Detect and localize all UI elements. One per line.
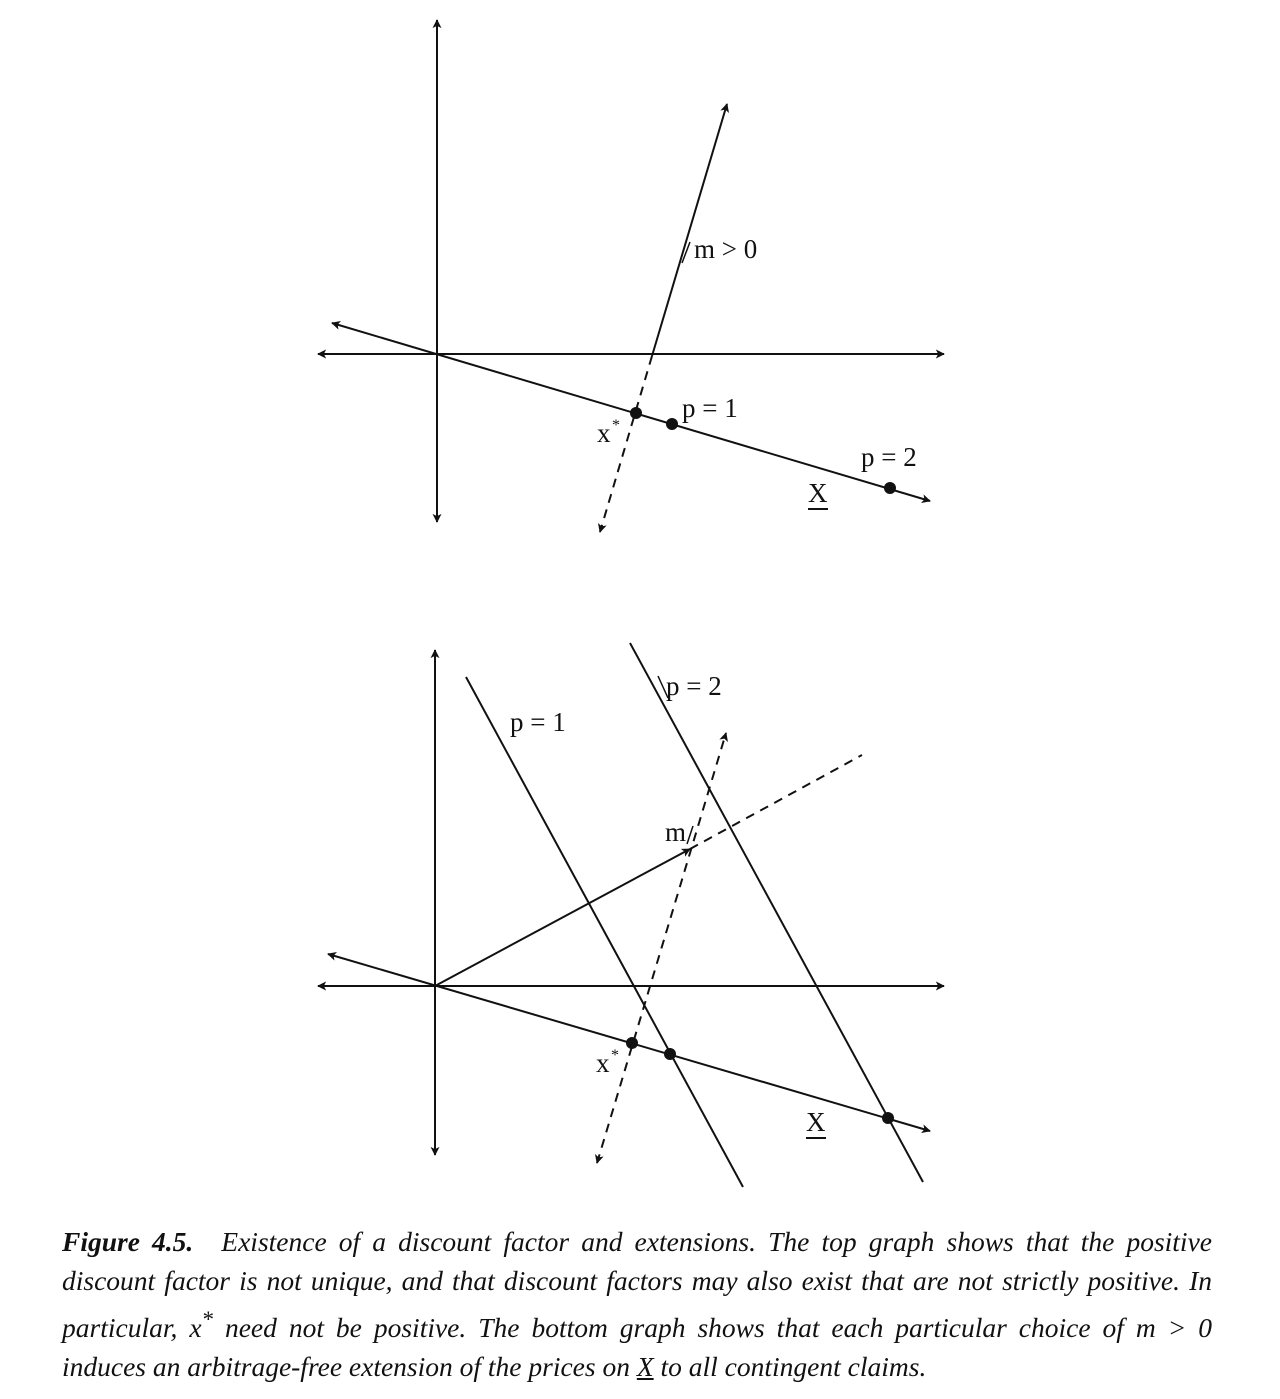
top-p2-label: p = 2 — [861, 442, 917, 472]
bottom-X-label: X — [806, 1107, 826, 1137]
top-x-star-superscript: * — [612, 417, 620, 434]
top-x-star-point — [630, 407, 642, 419]
bottom-p2-line — [630, 643, 923, 1182]
figure-label: Figure 4.5. — [62, 1226, 194, 1257]
top-m-label: m > 0 — [694, 234, 758, 264]
caption-text-1: Existence of a discount factor and extensions. The top graph shows that the positive discount factor is not unique, and that discount factors may also exist that are not strictly positive. In particular, x — [62, 1226, 1212, 1344]
bottom-x-star-label: x — [596, 1048, 610, 1078]
bottom-m-label: m — [665, 817, 687, 847]
bottom-graph — [318, 643, 944, 1187]
bottom-p1-line — [466, 677, 743, 1187]
top-graph — [318, 20, 944, 532]
top-p1-label: p = 1 — [682, 393, 738, 423]
caption-text-2: need not be positive. The bottom graph shows that each particular choice of m > 0 induces an arbitrage-free extension of the prices on — [62, 1312, 1212, 1383]
bottom-p1-label: p = 1 — [510, 707, 566, 737]
bottom-dashed-ray — [597, 733, 726, 1163]
caption-text-3: to all contingent claims. — [653, 1351, 927, 1383]
top-m-ray — [652, 104, 727, 356]
top-X-label: X — [808, 478, 828, 508]
top-p1-point — [666, 418, 678, 430]
bottom-p2-label: p = 2 — [666, 671, 722, 701]
bottom-p2-point — [882, 1112, 894, 1124]
top-p2-point — [884, 482, 896, 494]
top-x-star-label: x — [597, 418, 611, 448]
bottom-x-star-superscript: * — [611, 1047, 619, 1064]
bottom-m-label-leader — [687, 826, 693, 844]
figure-caption — [62, 1222, 1212, 1386]
caption-underlined-X: X — [636, 1351, 654, 1383]
bottom-x-star-point — [626, 1037, 638, 1049]
bottom-m-vector — [435, 849, 690, 986]
caption-superscript: * — [201, 1307, 213, 1332]
bottom-p1-point — [664, 1048, 676, 1060]
